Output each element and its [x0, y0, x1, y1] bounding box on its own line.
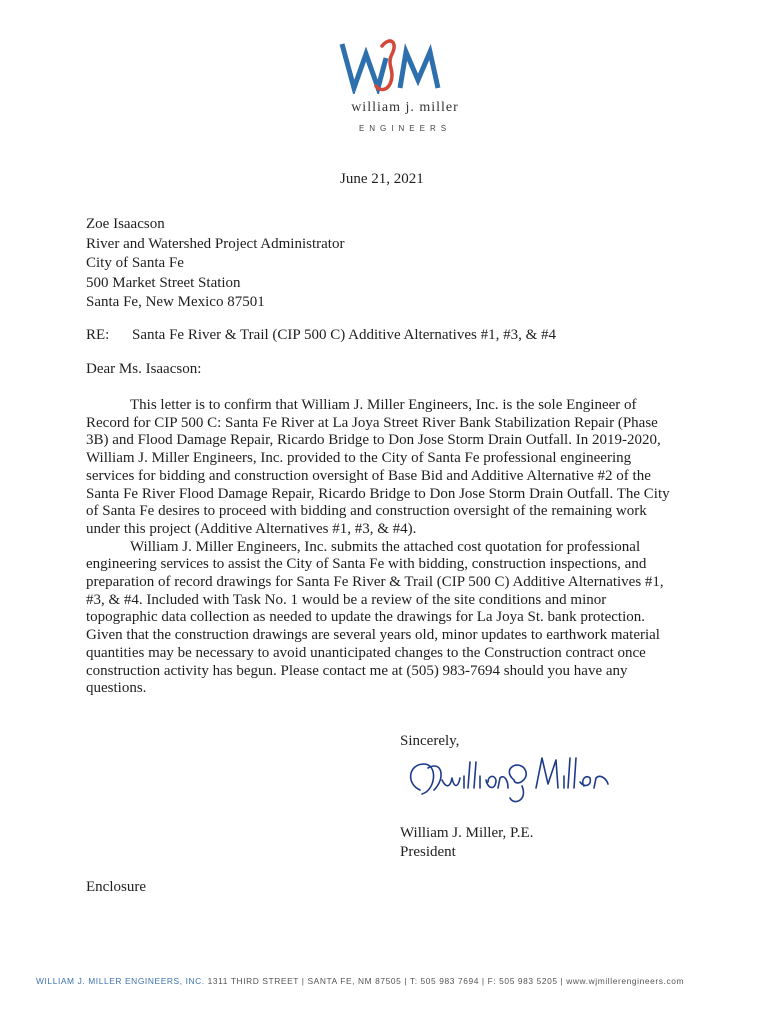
company-name: william j. miller [351, 100, 459, 115]
handwritten-signature [402, 750, 642, 810]
recipient-city: Santa Fe, New Mexico 87501 [86, 294, 265, 310]
re-subject: Santa Fe River & Trail (CIP 500 C) Additive Alternatives #1, #3, & #4 [132, 327, 557, 343]
signer-name: William J. Miller, P.E. [400, 825, 534, 841]
signer-title: President [400, 844, 456, 860]
salutation: Dear Ms. Isaacson: [86, 361, 202, 377]
enclosure-note: Enclosure [86, 879, 146, 895]
company-logo [320, 36, 450, 94]
company-subtitle: ENGINEERS [358, 124, 452, 133]
recipient-street: 500 Market Street Station [86, 274, 241, 291]
recipient-name: Zoe Isaacson [86, 216, 165, 232]
letter-body [86, 397, 672, 698]
signer-block [400, 824, 533, 862]
closing: Sincerely, [400, 733, 460, 749]
letterhead-footer [36, 976, 736, 986]
body-paragraph: William J. Miller Engineers, Inc. submits the attached cost quotation for professional engineering services to assist the City of Santa Fe with bidding, construction inspections, and preparation of record drawings for Santa Fe River & Trail (CIP 500 C) Additive Alternatives #1, #3, & #4. Included with Task No. 1 would be a review of the site conditions and minor topographic data collection as needed to update the drawings for La Joya St. bank protection. Given that the construction drawings are several years old, minor updates to earthwork material quantities may be necessary to avoid unanticipated changes to the Construction contract once construction activity has begun. Please contact me at (505) 983-7694 should you have any questions. [86, 538, 664, 697]
footer-address: 1311 THIRD STREET | SANTA FE, NM 87505 | T: 505 983 7694 | F: 505 983 5205 | www.wjmillerengineers.com [207, 976, 685, 986]
body-paragraph: This letter is to confirm that William J. Miller Engineers, Inc. is the sole Engineer of Record for CIP 500 C: Santa Fe River at La Joya Street River Bank Stabilization Repair (Phase 3B) and Flood Damage Repair, Ricardo Bridge to Don Jose Storm Drain Outfall. In 2019-2020, William J. Miller Engineers, Inc. provided to the City of Santa Fe professional engineering services for bidding and construction oversight of Base Bid and Additive Alternative #2 of the Santa Fe River Flood Damage Repair, Ricardo Bridge to Don Jose Storm Drain Outfall. The City of Santa Fe desires to proceed with bidding and construction oversight of the remaining work under this project (Additive Alternatives #1, #3, & #4). [86, 397, 670, 537]
footer-company: WILLIAM J. MILLER ENGINEERS, INC. [36, 976, 205, 986]
recipient-organization: City of Santa Fe [86, 255, 184, 271]
re-label: RE: [86, 327, 110, 343]
re-line [86, 327, 556, 344]
letter-date: June 21, 2021 [340, 171, 424, 187]
recipient-address [86, 215, 344, 313]
recipient-title: River and Watershed Project Administrator [86, 235, 345, 252]
